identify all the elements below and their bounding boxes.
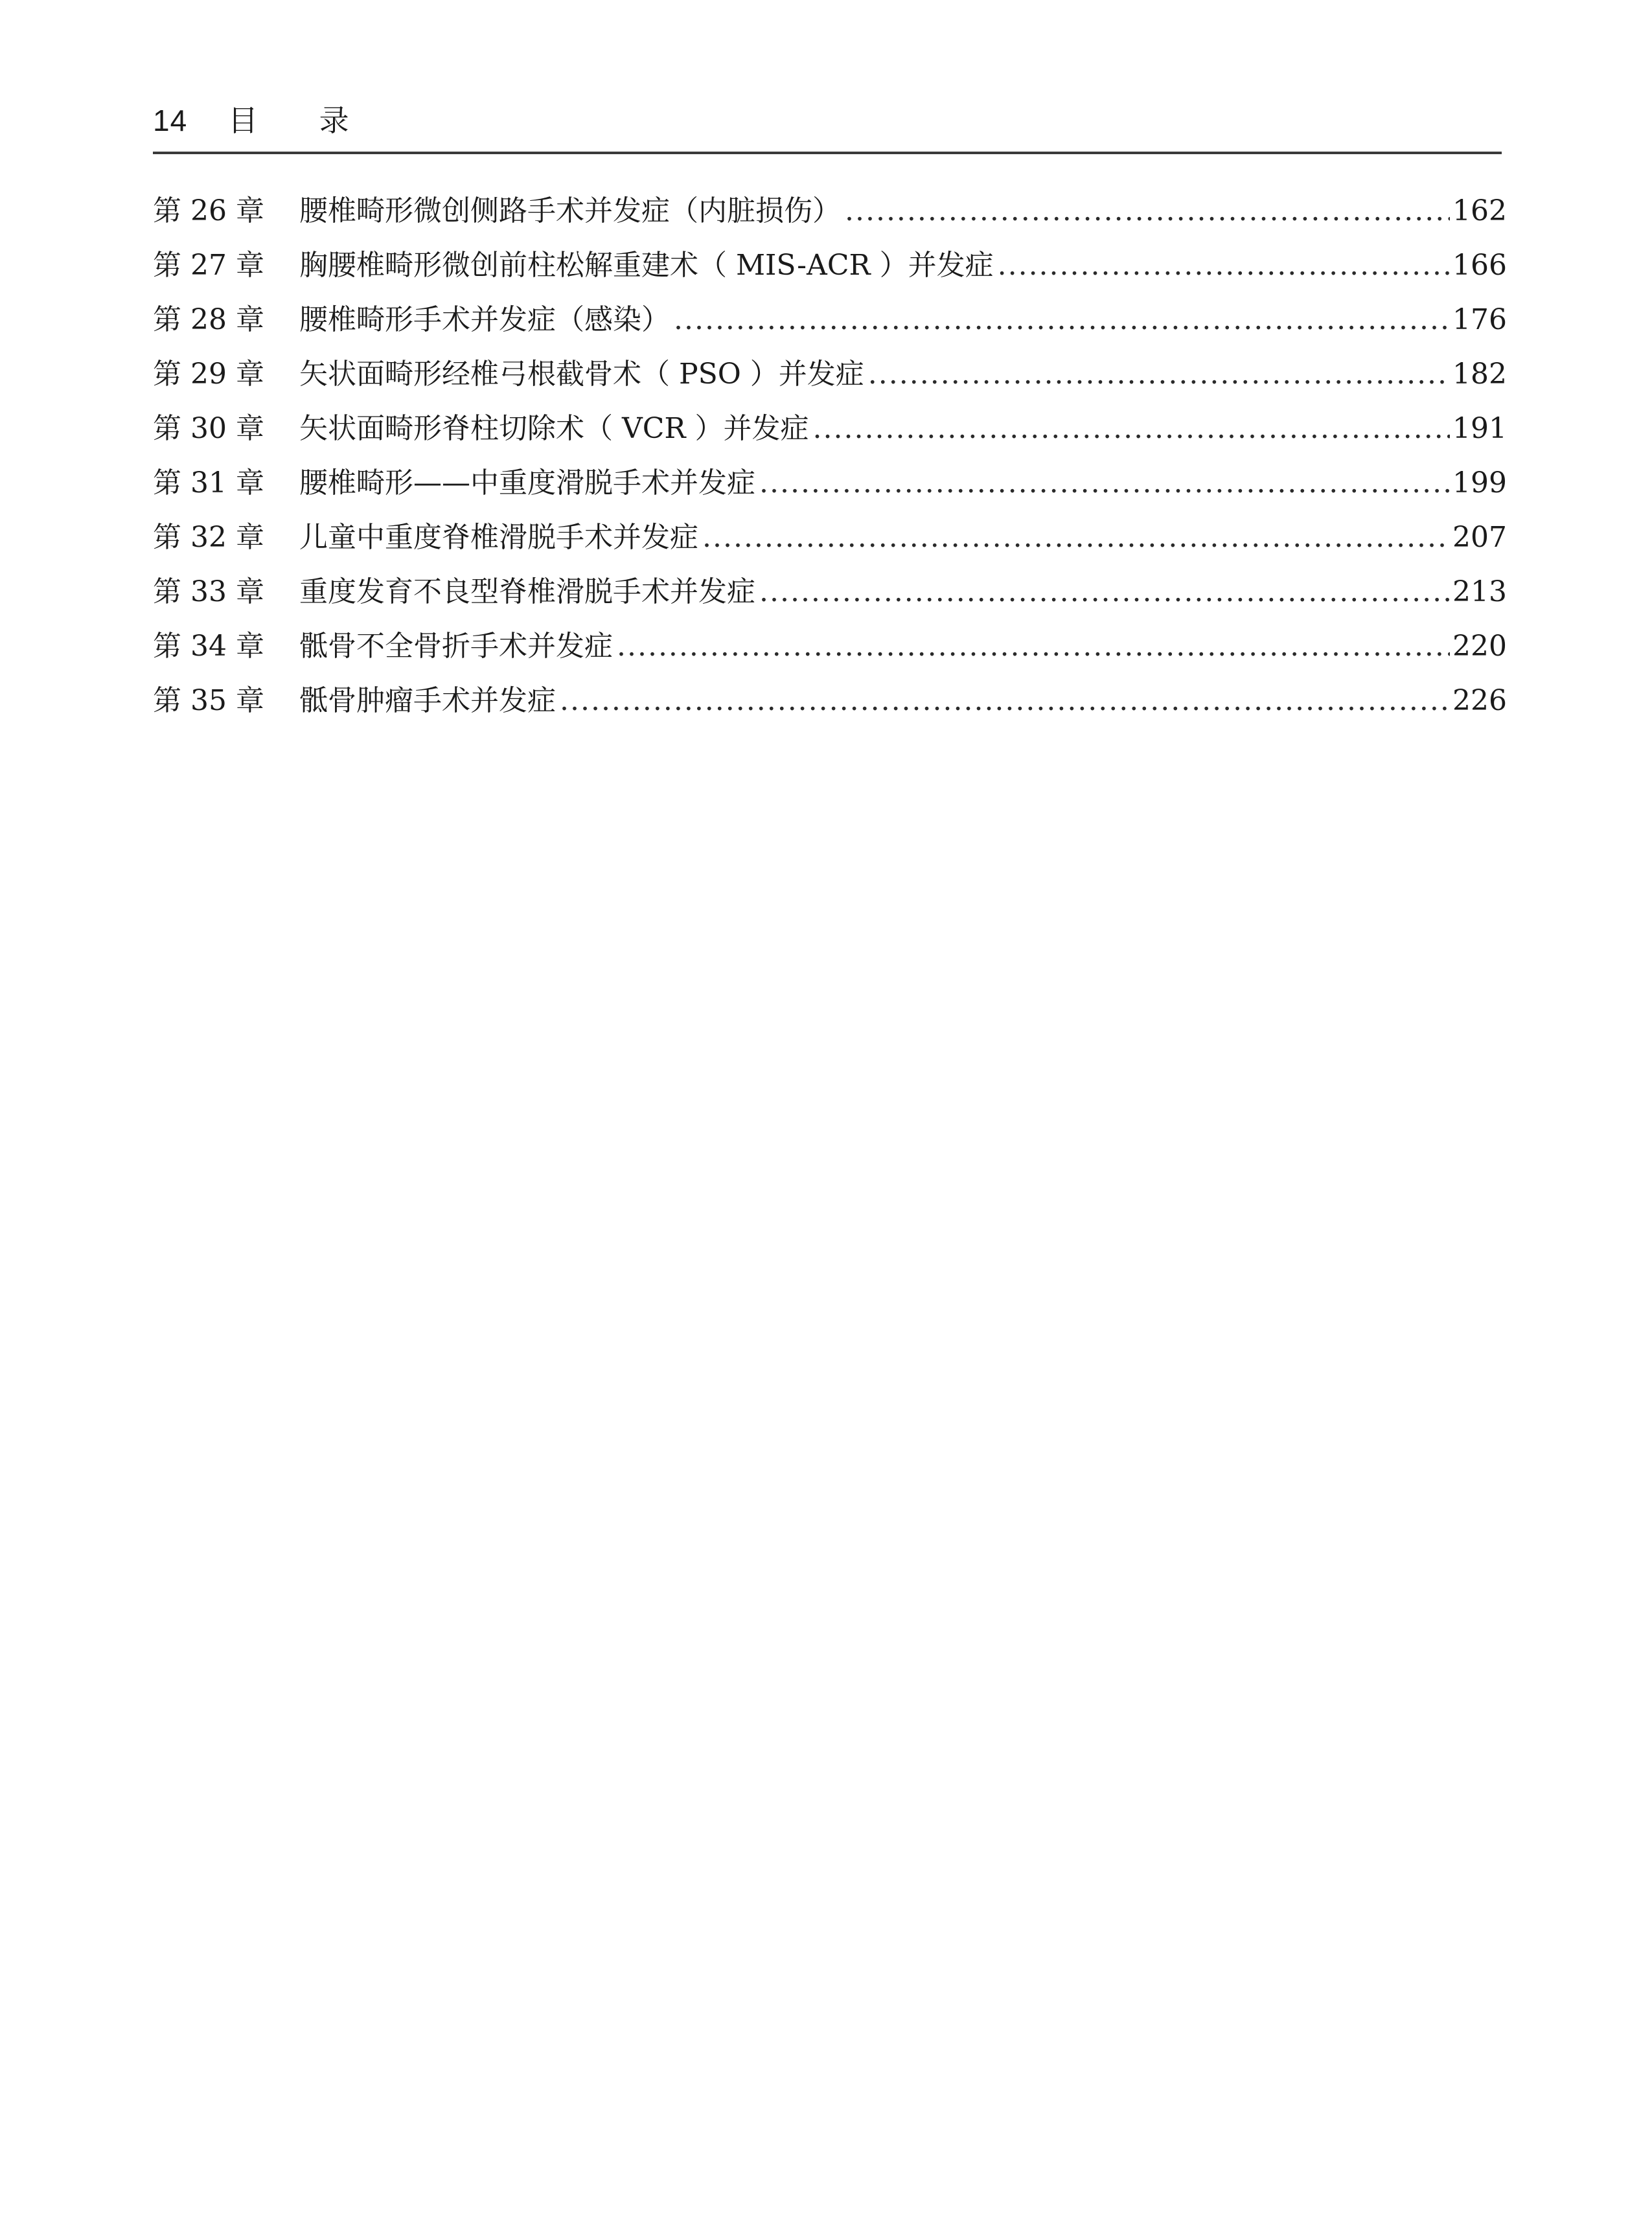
- chapter-number: 第 33 章: [153, 575, 264, 608]
- dot-leader: [998, 238, 1450, 293]
- dot-leader: [813, 402, 1450, 456]
- dot-leader: [674, 293, 1450, 347]
- table-of-contents: [153, 184, 1507, 728]
- chapter-title: 儿童中重度脊椎滑脱手术并发症: [299, 521, 698, 554]
- chapter-number: 第 30 章: [153, 412, 264, 445]
- toc-entry: [153, 402, 1507, 456]
- dot-leader: [759, 456, 1450, 510]
- toc-entry: [153, 565, 1507, 619]
- chapter-number: 第 27 章: [153, 249, 264, 282]
- dot-leader: [868, 347, 1450, 402]
- page-reference: 207: [1452, 521, 1507, 554]
- toc-entry: [153, 293, 1507, 347]
- dot-leader: [617, 619, 1450, 674]
- toc-entry: [153, 674, 1507, 728]
- chapter-number: 第 31 章: [153, 466, 264, 499]
- chapter-number: 第 34 章: [153, 630, 264, 663]
- chapter-title: 矢状面畸形经椎弓根截骨术（ PSO ）并发症: [299, 358, 864, 391]
- chapter-title: 胸腰椎畸形微创前柱松解重建术（ MIS-ACR ）并发症: [299, 249, 994, 282]
- chapter-title: 腰椎畸形手术并发症（感染）: [299, 303, 670, 336]
- chapter-title: 矢状面畸形脊柱切除术（ VCR ）并发症: [299, 412, 809, 445]
- dot-leader: [560, 674, 1450, 728]
- page-reference: 162: [1452, 194, 1507, 227]
- chapter-number: 第 29 章: [153, 358, 264, 391]
- page-reference: 213: [1452, 575, 1507, 608]
- page-reference: 226: [1452, 684, 1507, 717]
- chapter-number: 第 32 章: [153, 521, 264, 554]
- page-reference: 220: [1452, 630, 1507, 663]
- page-number: 14: [153, 104, 188, 137]
- running-title: 目 录: [228, 103, 375, 138]
- page-reference: 199: [1452, 466, 1507, 499]
- chapter-title: 腰椎畸形——中重度滑脱手术并发症: [299, 466, 755, 499]
- page-reference: 182: [1452, 358, 1507, 391]
- chapter-title: 重度发育不良型脊椎滑脱手术并发症: [299, 575, 755, 608]
- running-header: [153, 97, 1502, 154]
- chapter-number: 第 35 章: [153, 684, 264, 717]
- dot-leader: [845, 184, 1450, 238]
- chapter-title: 骶骨肿瘤手术并发症: [299, 684, 556, 717]
- toc-entry: [153, 184, 1507, 238]
- chapter-number: 第 28 章: [153, 303, 264, 336]
- chapter-number: 第 26 章: [153, 194, 264, 227]
- dot-leader: [759, 565, 1450, 619]
- toc-entry: [153, 238, 1507, 293]
- toc-entry: [153, 619, 1507, 674]
- dot-leader: [702, 510, 1450, 565]
- page-reference: 176: [1452, 303, 1507, 336]
- page-reference: 166: [1452, 249, 1507, 282]
- toc-entry: [153, 347, 1507, 402]
- chapter-title: 腰椎畸形微创侧路手术并发症（内脏损伤）: [299, 194, 841, 227]
- toc-entry: [153, 510, 1507, 565]
- page-reference: 191: [1452, 412, 1507, 445]
- toc-entry: [153, 456, 1507, 510]
- chapter-title: 骶骨不全骨折手术并发症: [299, 630, 613, 663]
